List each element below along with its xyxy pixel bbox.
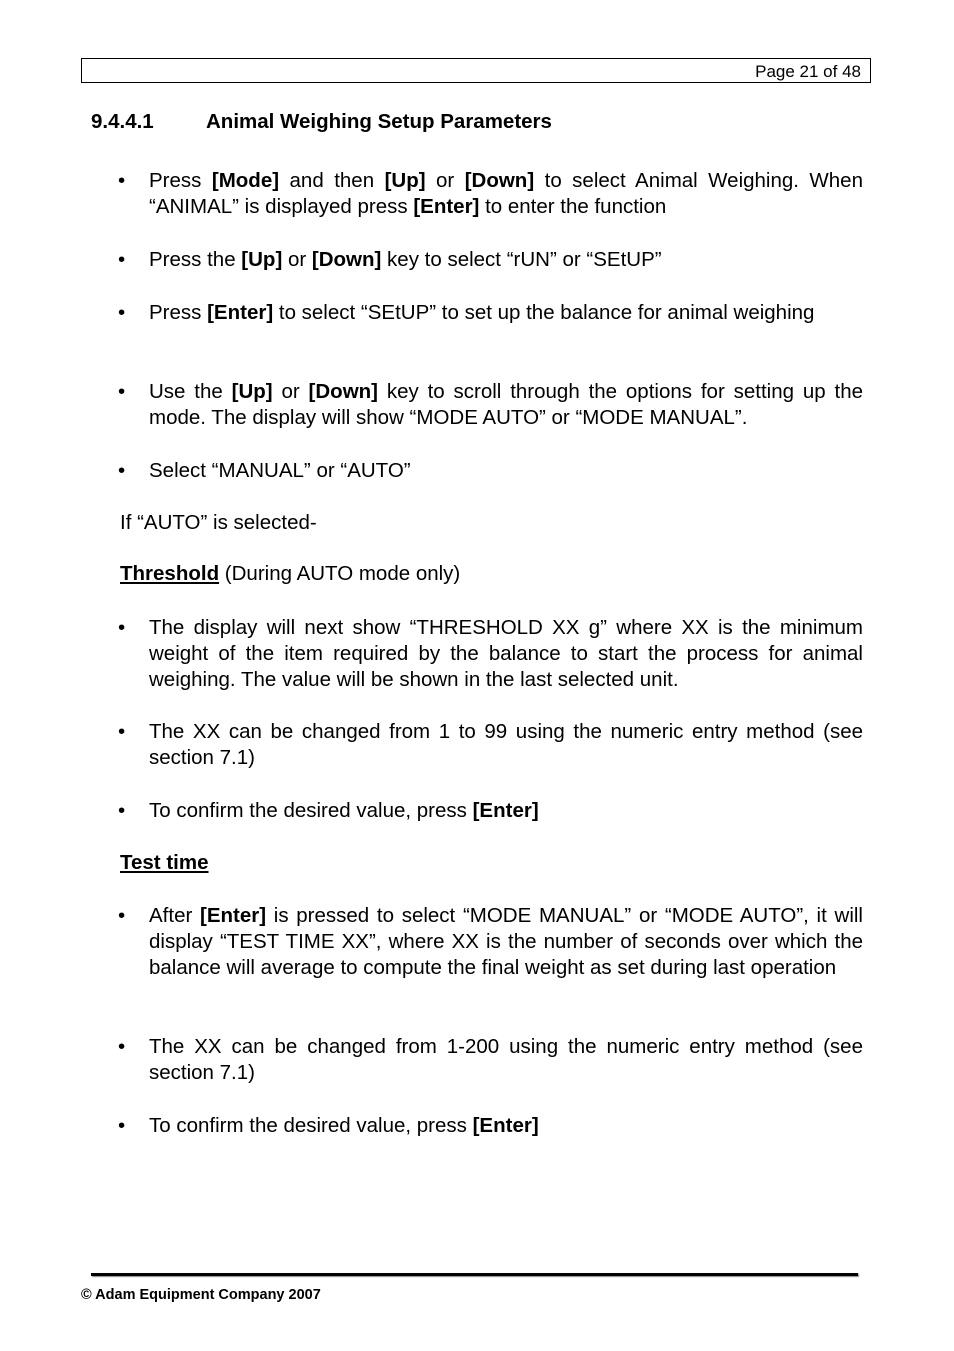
bullet-marker: •	[118, 720, 126, 743]
threshold-heading	[120, 561, 460, 587]
bullet-item: The XX can be changed from 1 to 99 using the numeric entry method (see section 7.1)	[149, 720, 863, 769]
footer-copyright: © Adam Equipment Company 2007	[81, 1287, 321, 1303]
bullet-item: Select “MANUAL” or “AUTO”	[149, 459, 411, 482]
threshold-title: Threshold	[120, 562, 220, 585]
page-number: Page 21 of 48	[755, 62, 861, 81]
threshold-note: (During AUTO mode only)	[219, 562, 461, 585]
bullet-item: Use the [Up] or [Down] key to scroll through the options for setting up the mode. The display will show “MODE AUTO” or “MODE MANUAL”.	[149, 380, 863, 429]
bullet-item: To confirm the desired value, press [Enter]	[149, 1114, 539, 1137]
test-time-heading	[120, 850, 208, 876]
section-heading	[91, 110, 552, 134]
bullet-marker: •	[118, 616, 126, 639]
bullet-marker: •	[118, 248, 126, 271]
page-header-box	[81, 58, 871, 83]
test-time-title: Test time	[120, 851, 209, 874]
bullet-marker: •	[118, 459, 126, 482]
bullet-marker: •	[118, 799, 126, 822]
bullet-item: The display will next show “THRESHOLD XX g” where XX is the minimum weight of the item required by the balance to start the process for animal weighing. The value will be shown in the last selected unit.	[149, 616, 863, 691]
footer-divider	[91, 1273, 858, 1276]
section-title: Animal Weighing Setup Parameters	[206, 110, 552, 133]
bullet-item: Press the [Up] or [Down] key to select “rUN” or “SEtUP”	[149, 248, 662, 271]
bullet-marker: •	[118, 904, 126, 927]
bullet-marker: •	[118, 169, 126, 192]
bullet-marker: •	[118, 380, 126, 403]
bullet-item: After [Enter] is pressed to select “MODE MANUAL” or “MODE AUTO”, it will display “TEST TIME XX”, where XX is the number of seconds over which the balance will average to compute the final weight as set during last operation	[149, 904, 863, 979]
bullet-marker: •	[118, 1035, 126, 1058]
bullet-item: Press [Enter] to select “SEtUP” to set up the balance for animal weighing	[149, 301, 815, 324]
bullet-item: To confirm the desired value, press [Enter]	[149, 799, 539, 822]
bullet-item: Press [Mode] and then [Up] or [Down] to select Animal Weighing. When “ANIMAL” is displayed press [Enter] to enter the function	[149, 169, 863, 218]
bullet-marker: •	[118, 301, 126, 324]
section-number: 9.4.4.1	[91, 110, 154, 133]
auto-selected-line: If “AUTO” is selected-	[120, 511, 317, 534]
bullet-marker: •	[118, 1114, 126, 1137]
bullet-item: The XX can be changed from 1-200 using the numeric entry method (see section 7.1)	[149, 1035, 863, 1084]
